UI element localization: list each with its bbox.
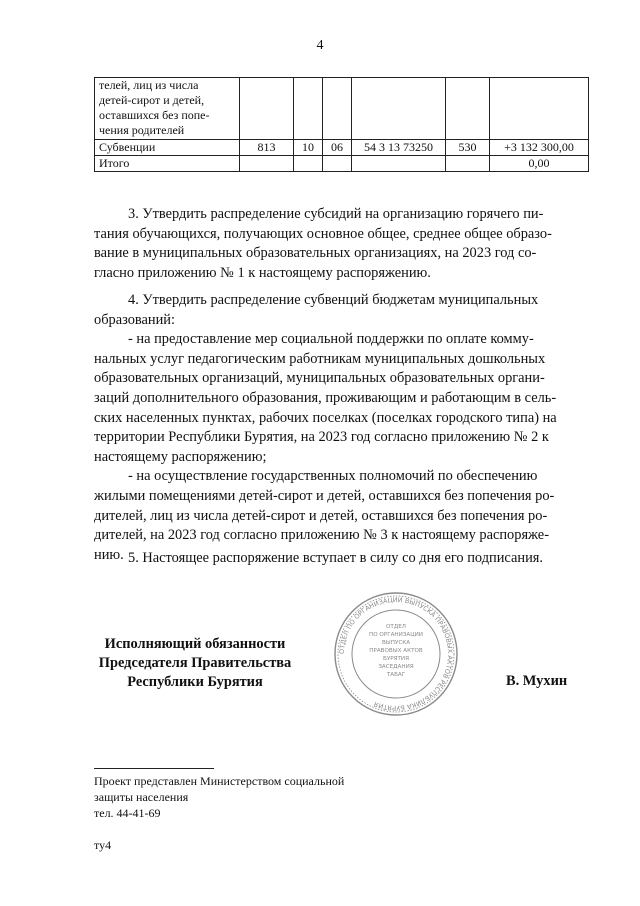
footnote-divider: [94, 768, 214, 769]
seal-line: ОТДЕЛ: [386, 624, 406, 630]
table-cell: [490, 78, 589, 140]
footnote: Проект представлен Министерством социальной защиты населения тел. 44-41-69: [94, 774, 345, 820]
table-cell: [240, 78, 294, 140]
table-cell-name: Итого: [95, 156, 240, 172]
paragraph-3: 3. Утвердить распределение субсидий на организацию горячего пи- тания обучающихся, получающих основное общее, среднее общее образо- вание в муниципальных образовательных организациях, на 2023 год со- гласно приложению № 1 к настоящему распоряжению.: [94, 206, 552, 281]
table-cell: 813: [240, 140, 294, 156]
footer-code: ту4: [94, 838, 112, 852]
table-cell: 10: [294, 140, 323, 156]
paragraph-4: 4. Утвердить распределение субвенций бюджетам муниципальных образований: - на предоставление мер социальной поддержки по оплате комму- нальных услуг педагогическим работникам муниципальных дошкольных образовательных организаций, муниципальных образовательных органи- заций дополнительного образования, проживающим и работающим в сель- ских населенных пунктах, рабочих поселках (поселках городского типа) на территории Республики Бурятия, на 2023 год согласно приложению № 2 к настоящему распоряжению; - на осуществление государственных полномочий по обеспечению жилыми помещениями детей-сирот и детей, оставшихся без попечения ро- дителей, лиц из числа детей-сирот и детей, оставшихся без попечения ро- дителей, на 2023 год согласно приложению № 3 к настоящему распоряже- нию.: [94, 292, 557, 563]
table-cell: [240, 156, 294, 172]
table-cell: [294, 78, 323, 140]
signatory-name: В. Мухин: [506, 673, 568, 689]
table-row: [95, 156, 589, 172]
table-cell: [352, 78, 446, 140]
seal-line: ПО ОРГАНИЗАЦИИ: [369, 632, 423, 638]
table-cell: 530: [446, 140, 490, 156]
seal-line: ВЫПУСКА: [381, 640, 411, 646]
table-cell: [446, 78, 490, 140]
seal-line: ЗАСЕДАНИЯ: [378, 664, 414, 670]
table-cell: +3 132 300,00: [490, 140, 589, 156]
table-cell: [323, 156, 352, 172]
paragraph-5: 5. Настоящее распоряжение вступает в силу со дня его подписания.: [128, 550, 543, 566]
table-cell: 0,00: [490, 156, 589, 172]
table-cell: [294, 156, 323, 172]
table-cell: 06: [323, 140, 352, 156]
official-seal: [332, 590, 460, 718]
seal-line: ПРАВОВЫХ АКТОВ: [369, 648, 423, 654]
table-cell: [323, 78, 352, 140]
seal-line: БУРЯТИЯ: [383, 656, 409, 662]
table-row: [95, 78, 589, 140]
page-number: 4: [316, 38, 324, 53]
table-cell: [446, 156, 490, 172]
table-cell: 54 3 13 73250: [352, 140, 446, 156]
table-row: [95, 140, 589, 156]
budget-table: [94, 77, 589, 172]
seal-line: ТАБАГ: [386, 672, 406, 678]
table-cell-name: Субвенции: [95, 140, 240, 156]
signatory-title: Исполняющий обязанности Председателя Правительства Республики Бурятия: [98, 636, 292, 690]
seal-ring-text: ОТДЕЛ ПО ОРГАНИЗАЦИИ ВЫПУСКА ПРАВОВЫХ АКТОВ РЕСПУБЛИКА БУРЯТИЯ: [337, 595, 455, 713]
table-cell: [352, 156, 446, 172]
svg-text:ОТДЕЛ ПО ОРГАНИЗАЦИИ ВЫПУСКА П: [338, 596, 454, 712]
table-cell-name: телей, лиц из числа детей-сирот и детей, оставшихся без попе- чения родителей: [95, 78, 240, 140]
